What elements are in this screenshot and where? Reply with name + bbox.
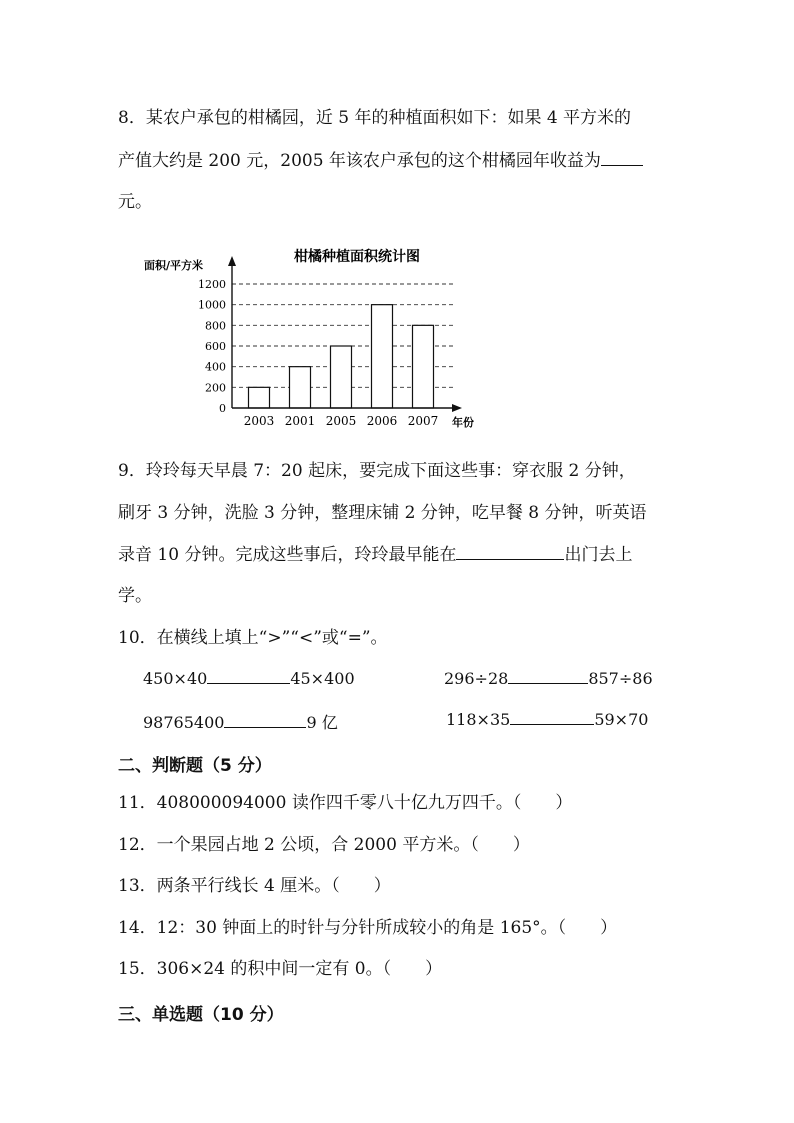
q9-line-3-text-b: 出门去上 [564, 545, 633, 565]
area-bar-chart [140, 240, 485, 435]
q10-item-1-right: 45×400 [290, 669, 355, 688]
q10-item-4-blank[interactable] [510, 710, 594, 725]
bar-2007 [413, 325, 434, 408]
q10-item-1-left: 450×40 [143, 669, 208, 688]
bar-2003 [249, 387, 270, 408]
chart-bars [249, 305, 434, 408]
q10-item-3-left: 98765400 [143, 713, 225, 732]
chart-title: 柑橘种植面积统计图 [294, 249, 420, 265]
q10-item-4-right: 59×70 [594, 710, 649, 729]
q10-title: 10．在横线上填上“>”“<”或“=”。 [118, 628, 388, 648]
q8-line-3: 元。 [118, 192, 152, 212]
q10-item-2 [444, 669, 653, 688]
q8-line-2 [118, 149, 643, 173]
bar-2006 [372, 305, 393, 408]
q10-item-3-blank[interactable] [224, 713, 306, 728]
y-tick-label: 800 [205, 319, 226, 333]
y-tick-label: 1000 [198, 298, 226, 312]
q8-line-1: 8．某农户承包的柑橘园，近 5 年的种植面积如下：如果 4 平方米的 [118, 108, 632, 128]
q10-item-2-left: 296÷28 [444, 669, 509, 688]
q9-line-3 [118, 543, 632, 567]
x-tick-label: 2003 [243, 414, 275, 428]
y-axis-arrow-icon [228, 256, 236, 266]
x-tick-label: 2005 [325, 414, 357, 428]
q10-item-2-right: 857÷86 [588, 669, 653, 688]
x-tick-label: 2001 [284, 414, 316, 428]
q10-item-2-blank[interactable] [508, 669, 588, 684]
bar-2001 [290, 367, 311, 408]
bar-2005 [331, 346, 352, 408]
q8-line-2-text: 产值大约是 200 元，2005 年该农户承包的这个柑橘园年收益为 [118, 151, 601, 171]
y-tick-label: 1200 [198, 278, 226, 291]
x-tick-label: 2007 [407, 414, 439, 428]
q9-line-4: 学。 [118, 586, 152, 606]
q10-item-1 [143, 669, 355, 688]
q8-answer-blank[interactable] [601, 149, 643, 166]
q9-answer-blank[interactable] [456, 543, 564, 560]
q10-item-4 [446, 710, 648, 729]
y-tick-label: 600 [205, 340, 226, 353]
q9-line-1: 9．玲玲每天早晨 7：20 起床，要完成下面这些事：穿衣服 2 分钟， [118, 461, 636, 481]
chart-x-axis-label: 年份 [452, 416, 474, 429]
judge-item-11[interactable]: 11．408000094000 读作四千零八十亿九万四千。（ ） [118, 793, 573, 813]
q10-item-4-left: 118×35 [446, 710, 511, 729]
chart-x-ticks [244, 414, 439, 428]
q10-item-3-right: 9 亿 [306, 713, 338, 732]
q10-item-1-blank[interactable] [207, 669, 290, 684]
judge-item-13[interactable]: 13．两条平行线长 4 厘米。（ ） [118, 876, 391, 896]
judge-item-12[interactable]: 12．一个果园占地 2 公顷，合 2000 平方米。（ ） [118, 835, 530, 855]
q9-line-3-text-a: 录音 10 分钟。完成这些事后，玲玲最早能在 [118, 545, 457, 565]
x-axis-arrow-icon [452, 404, 462, 412]
q10-item-3 [143, 710, 338, 733]
q9-line-2: 刷牙 3 分钟，洗脸 3 分钟，整理床铺 2 分钟，吃早餐 8 分钟，听英语 [118, 503, 647, 523]
y-tick-label: 0 [219, 402, 226, 415]
y-tick-label: 400 [205, 360, 226, 374]
x-tick-label: 2006 [366, 414, 398, 428]
chart-y-axis-label: 面积/平方米 [144, 259, 204, 272]
judge-item-14[interactable]: 14．12：30 钟面上的时针与分针所成较小的角是 165°。（ ） [118, 918, 618, 938]
judge-item-15[interactable]: 15．306×24 的积中间一定有 0。（ ） [118, 959, 443, 979]
chart-y-ticks [198, 278, 226, 415]
section-3-heading: 三、单选题（10 分） [118, 1005, 284, 1025]
section-2-heading: 二、判断题（5 分） [118, 756, 272, 776]
y-tick-label: 200 [205, 381, 226, 395]
